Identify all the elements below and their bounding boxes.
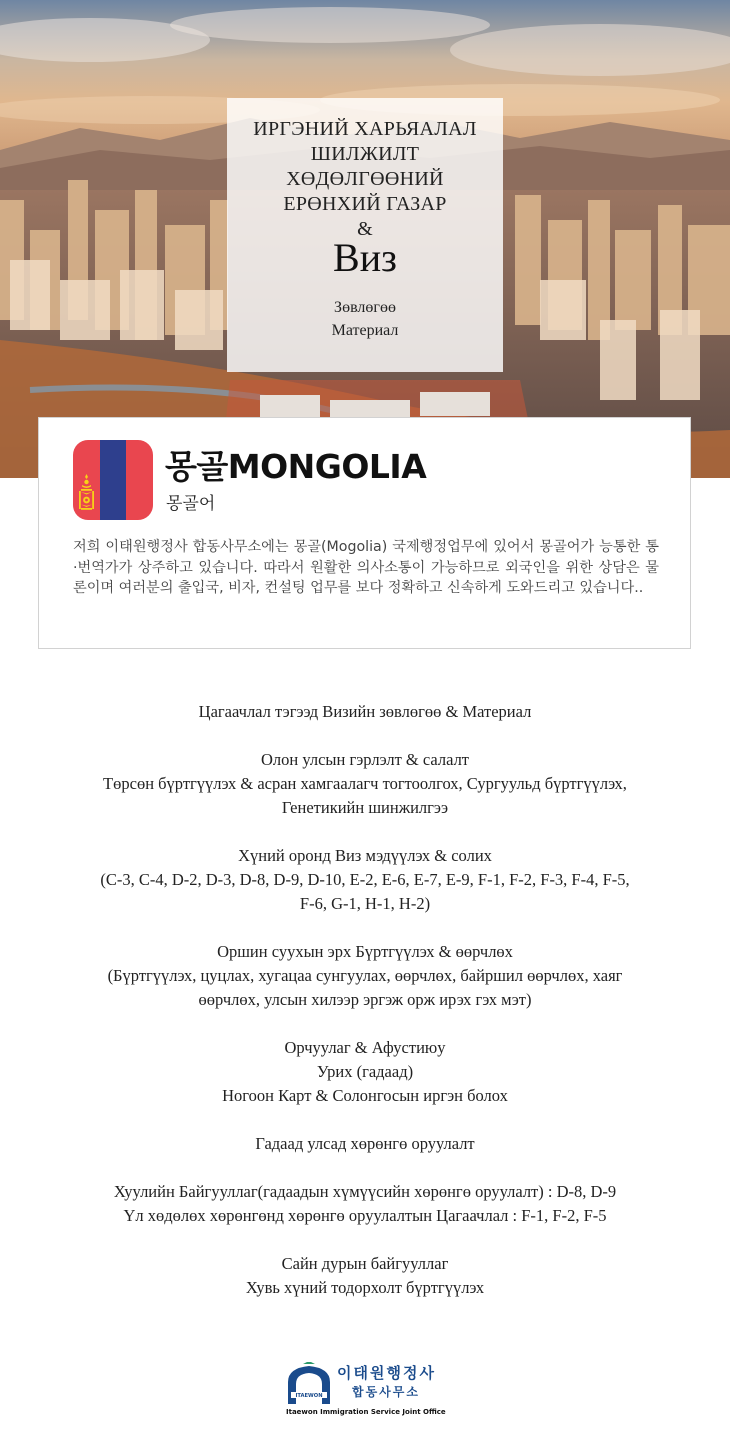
service-group [40, 940, 690, 1012]
service-line: F-6, G-1, H-1, H-2) [299, 894, 431, 913]
country-title: 몽골MONGOLIA [165, 447, 427, 486]
service-line: (C-3, C-4, D-2, D-3, D-8, D-9, D-10, E-2, E-6, E-7, E-9, F-1, F-2, F-3, F-4, F-5, [100, 870, 630, 889]
service-line: Сайн дурын байгууллаг [281, 1254, 449, 1273]
service-line: Олон улсын гэрлэлт & салалт [260, 750, 470, 769]
flag-stripe-center [100, 440, 126, 520]
service-line: Гадаад улсад хөрөнгө оруулалт [255, 1134, 475, 1153]
mongolia-info-card [38, 417, 691, 649]
service-group [40, 700, 690, 724]
service-group [40, 748, 690, 820]
itaewon-office-logo [286, 1362, 446, 1418]
agency-title-line: ХӨДӨЛГӨӨНИЙ [286, 168, 444, 190]
logo-korean-subname: 합동사무소 [352, 1385, 420, 1399]
service-line: Ногоон Карт & Солонгосын иргэн болох [222, 1086, 508, 1105]
service-line: Орчуулаг & Афустиюу [284, 1038, 446, 1057]
service-line: Хувь хүний тодорхолт бүртгүүлэх [245, 1278, 485, 1297]
agency-title [227, 117, 503, 242]
visa-subtitle-line: Материал [331, 322, 399, 339]
logo-korean-name: 이태원행정사 [337, 1364, 436, 1382]
service-line: (Бүртгүүлэх, цуцлах, хугацаа сунгуулах, өөрчлөх, байршил өөрчлөх, хаяг [107, 966, 623, 985]
service-group [40, 1132, 690, 1156]
hero-banner [0, 0, 730, 478]
agency-title-line: ШИЛЖИЛТ [310, 143, 420, 165]
service-line: Генетикийн шинжилгээ [281, 798, 449, 817]
service-line: Хуулийн Байгууллаг(гадаадын хүмүүсийн хөрөнгө оруулалт) : D-8, D-9 [113, 1182, 617, 1201]
service-line: Төрсөн бүртгүүлэх & асран хамгаалагч тогтоолгох, Сургуульд бүртгүүлэх, [103, 774, 627, 793]
agency-title-line: ИРГЭНИЙ ХАРЬЯАЛАЛ [253, 118, 477, 140]
visa-subtitle-line: Зөвлөгөө [334, 299, 396, 316]
visa-title: Виз [333, 235, 397, 280]
gate-logo-icon [286, 1362, 332, 1406]
mongolia-flag-icon [73, 440, 153, 520]
flag-stripe-right [126, 440, 153, 520]
service-group [40, 844, 690, 916]
title-overlay [227, 98, 503, 372]
services-list [40, 700, 690, 1324]
service-group [40, 1036, 690, 1108]
ampersand: & [357, 218, 373, 240]
service-group [40, 1252, 690, 1300]
service-line: Хүний оронд Виз мэдүүлэх & солих [238, 846, 492, 865]
logo-english-name: Itaewon Immigration Service Joint Office [286, 1408, 446, 1416]
soyombo-symbol-icon [78, 474, 95, 512]
agency-title-line: ЕРӨНХИЙ ГАЗАР [283, 193, 447, 215]
office-description: 저희 이태원행정사 합동사무소에는 몽골(Mogolia) 국제행정업무에 있어서 몽골어가 능통한 통·번역가가 상주하고 있습니다. 따라서 원활한 의사소통이 가능하므로 외국인을 위한 상담은 물론이며 여러분의 출입국, 비자, 컨설팅 업무를 보다 정확하고 신속하게 도와드리고 있습니다.. [73, 539, 659, 596]
service-line: Цагаачлал тэгээд Визийн зөвлөгөө & Материал [198, 702, 532, 721]
service-group [40, 1180, 690, 1228]
service-line: Үл хөдөлөх хөрөнгөнд хөрөнгө оруулалтын Цагаачлал : F-1, F-2, F-5 [123, 1206, 607, 1225]
visa-subtitle [227, 296, 503, 342]
service-line: Оршин суухын эрх Бүртгүүлэх & өөрчлөх [217, 942, 513, 961]
service-line: Урих (гадаад) [316, 1062, 414, 1081]
language-subtitle: 몽골어 [166, 494, 216, 514]
logo-mark-text: ITAEWON [295, 1393, 323, 1399]
service-line: өөрчлөх, улсын хилээр эргэж орж ирэх гэх мэт) [198, 990, 532, 1009]
